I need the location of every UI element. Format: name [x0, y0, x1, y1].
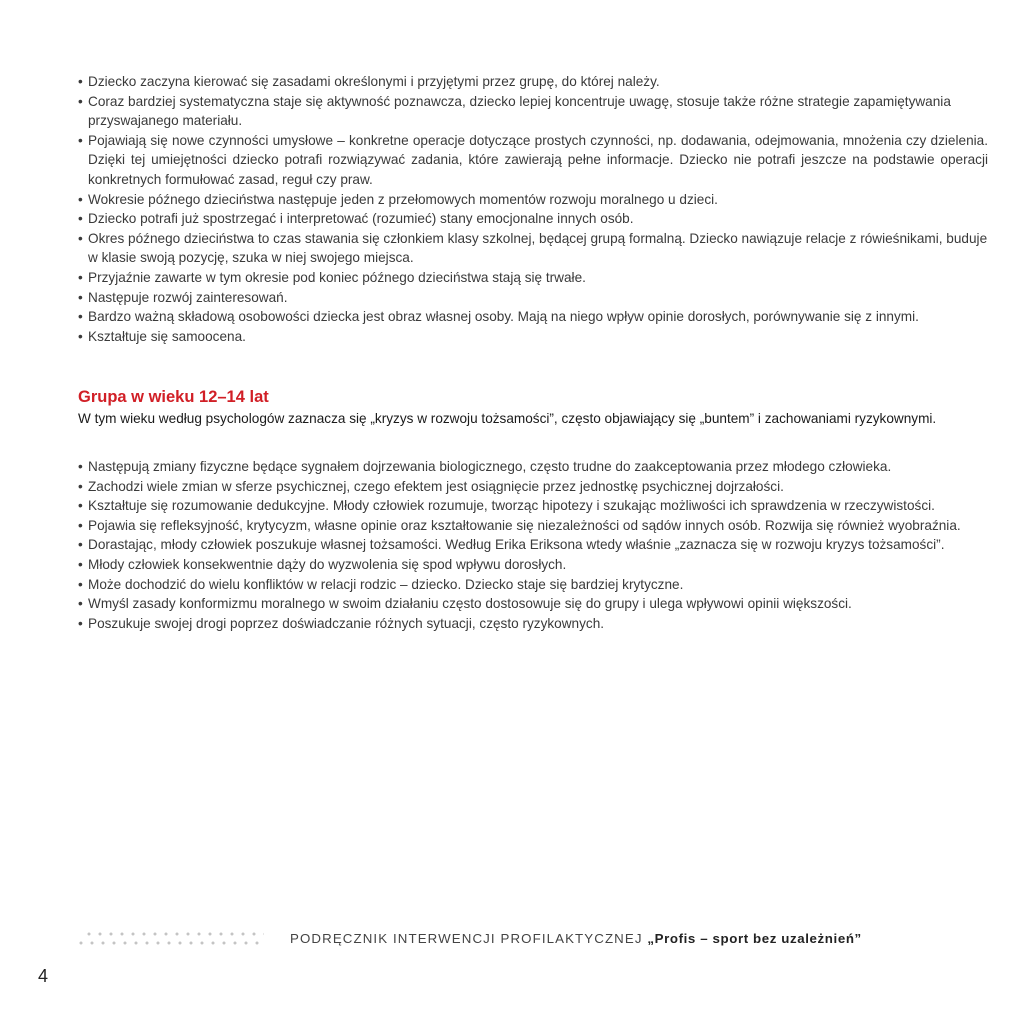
list-item: • Wokresie późnego dzieciństwa następuje jeden z przełomowych momentów rozwoju moralnego u dzieci. — [78, 190, 988, 210]
list-item: • Następują zmiany fizyczne będące sygnałem dojrzewania biologicznego, często trudne do zaakceptowania przez młodego człowieka. — [78, 457, 988, 477]
footer-dot — [99, 933, 102, 936]
footer-dot — [190, 942, 193, 945]
footer-dot — [264, 933, 265, 936]
section-heading: Grupa w wieku 12–14 lat — [78, 388, 269, 406]
section-late-childhood — [78, 72, 988, 346]
footer-dot — [198, 933, 201, 936]
footer-dot — [179, 942, 182, 945]
list-item: • Może dochodzić do wielu konfliktów w relacji rodzic – dziecko. Dziecko staje się bardziej krytyczne. — [78, 575, 988, 595]
footer-dot — [132, 933, 135, 936]
footer-dot — [209, 933, 212, 936]
list-item: • Dorastając, młody człowiek poszukuje własnej tożsamości. Według Erika Eriksona wtedy właśnie „zaznacza się w rozwoju kryzys tożsamości”. — [78, 535, 988, 555]
section-age-12-14 — [78, 457, 988, 633]
footer-dot — [146, 942, 149, 945]
footer-dot — [223, 942, 226, 945]
list-item: • Coraz bardziej systematyczna staje się aktywność poznawcza, dziecko lepiej koncentruje uwagę, stosuje także różne strategie zapamiętywania przyswajanego materiału. — [78, 92, 988, 131]
footer-dot — [135, 942, 138, 945]
footer-dot — [91, 942, 94, 945]
footer-dot — [165, 933, 168, 936]
footer-dot — [121, 933, 124, 936]
footer-dot — [154, 933, 157, 936]
list-item: • Następuje rozwój zainteresowań. — [78, 288, 988, 308]
footer-dot — [88, 933, 91, 936]
footer — [290, 931, 862, 946]
footer-dot — [256, 942, 259, 945]
footer-dot — [157, 942, 160, 945]
footer-dot — [245, 942, 248, 945]
section-intro: W tym wieku według psychologów zaznacza się „kryzys w rozwoju tożsamości”, często objawiający się „buntem” i zachowaniami ryzykownymi. — [78, 411, 937, 426]
list-item: • Przyjaźnie zawarte w tym okresie pod koniec późnego dzieciństwa stają się trwałe. — [78, 268, 988, 288]
footer-dot — [234, 942, 237, 945]
footer-dot — [242, 933, 245, 936]
footer-dot — [212, 942, 215, 945]
footer-dot — [231, 933, 234, 936]
footer-dot — [187, 933, 190, 936]
list-item: • Poszukuje swojej drogi poprzez doświadczanie różnych sytuacji, często ryzykownych. — [78, 614, 988, 634]
list-item: • Kształtuje się samoocena. — [78, 327, 988, 347]
page-number: 4 — [38, 966, 49, 986]
footer-dot — [253, 933, 256, 936]
footer-dot — [102, 942, 105, 945]
list-item: • Bardzo ważną składową osobowości dziecka jest obraz własnej osoby. Mają na niego wpływ opinie dorosłych, porównywanie się z innymi. — [78, 307, 988, 327]
footer-dots-decoration — [78, 930, 264, 948]
list-item: • Pojawiają się nowe czynności umysłowe – konkretne operacje dotyczące prostych czynności, np. dodawania, odejmowania, mnożenia czy dzielenia. Dzięki tej umiejętności dziecko potrafi rozwiązywać zadania, które zawierają pełne informacje. Dziecko nie potrafi jeszcze na podstawie operacji konkretnych formułować zasad, reguł czy praw. — [78, 131, 988, 190]
footer-dot — [80, 942, 83, 945]
footer-dot — [201, 942, 204, 945]
bullet-list — [78, 457, 988, 633]
list-item: • Dziecko potrafi już spostrzegać i interpretować (rozumieć) stany emocjonalne innych osób. — [78, 209, 988, 229]
bullet-list — [78, 72, 988, 346]
list-item: • Zachodzi wiele zmian w sferze psychicznej, czego efektem jest osiągnięcie przez jednostkę psychicznej dojrzałości. — [78, 477, 988, 497]
list-item: • Okres późnego dzieciństwa to czas stawania się członkiem klasy szkolnej, będącej grupą formalną. Dziecko nawiązuje relacje z rówieśnikami, buduje w klasie swoją pozycję, szuka w niej swojego miejsca. — [78, 229, 988, 268]
footer-project-title: „Profis – sport bez uzależnień” — [647, 931, 862, 946]
footer-dot — [176, 933, 179, 936]
list-item: • Dziecko zaczyna kierować się zasadami określonymi i przyjętymi przez grupę, do której należy. — [78, 72, 988, 92]
list-item: • Młody człowiek konsekwentnie dąży do wyzwolenia się spod wpływu dorosłych. — [78, 555, 988, 575]
footer-dot — [168, 942, 171, 945]
list-item: • Wmyśl zasady konformizmu moralnego w swoim działaniu często dostosowuje się do grupy i ulega wpływowi opinii większości. — [78, 594, 988, 614]
footer-publication-label: PODRĘCZNIK INTERWENCJI PROFILAKTYCZNEJ — [290, 931, 648, 946]
list-item: • Kształtuje się rozumowanie dedukcyjne. Młody człowiek rozumuje, tworząc hipotezy i szukając możliwości ich sprawdzenia w rzeczywistości. — [78, 496, 988, 516]
footer-dot — [124, 942, 127, 945]
footer-dot — [143, 933, 146, 936]
footer-dot — [113, 942, 116, 945]
footer-dot — [220, 933, 223, 936]
footer-dot — [110, 933, 113, 936]
list-item: • Pojawia się refleksyjność, krytycyzm, własne opinie oraz kształtowanie się niezależności od sądów innych osób. Rozwija się również wyobraźnia. — [78, 516, 988, 536]
